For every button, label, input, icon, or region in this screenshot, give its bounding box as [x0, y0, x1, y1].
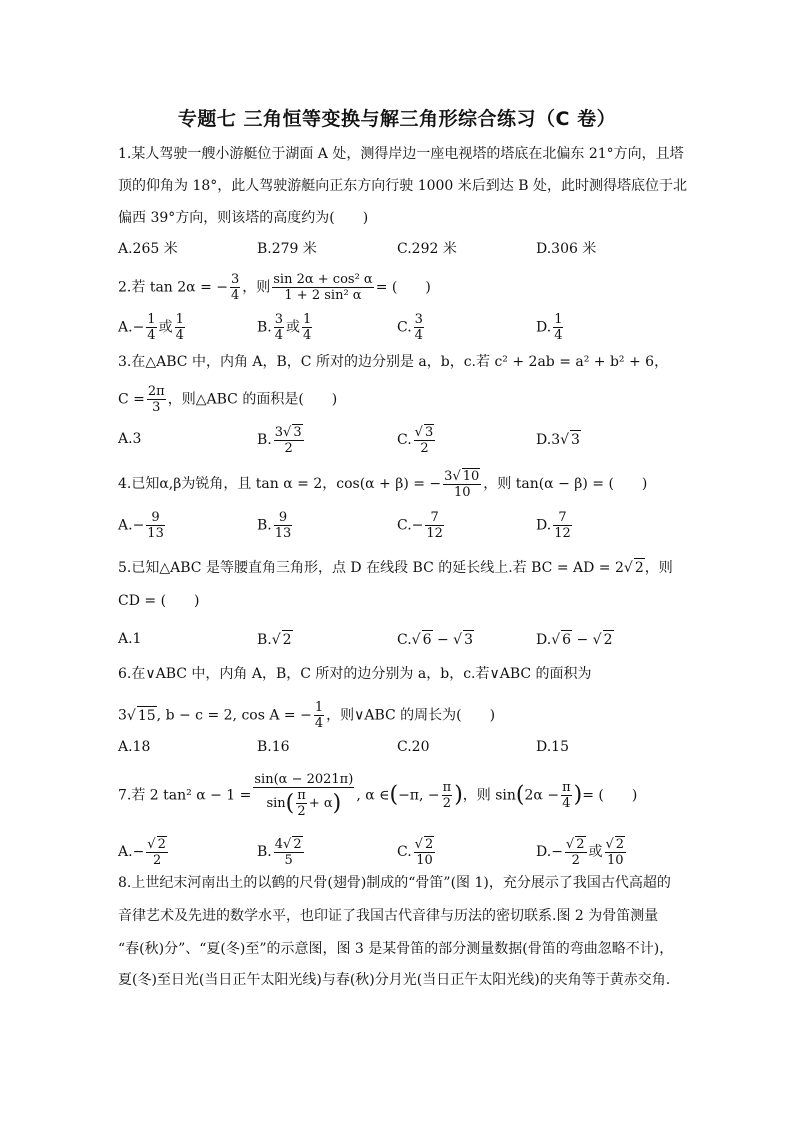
- q5-option-c: C.√ 6 − √ 3: [397, 630, 474, 649]
- q3-option-a: A.3: [118, 431, 142, 447]
- q6-line-2: 3√ 15, b − c = 2, cos A = − $\frac{1}{4}$ ，则∨ABC 的周长为( ): [118, 700, 495, 731]
- q7-option-c: C. √ $\frac{2}{10}$: [397, 836, 437, 868]
- q4-stem: 4.已知α,β为锐角，且 tan α = 2，cos(α + β) = − $\frac{3√ 10}{10}$ ，则 tan(α − β) = ( ): [118, 468, 647, 500]
- q6-option-c: C.20: [397, 739, 430, 755]
- q1-line-1: 1.某人驾驶一艘小游艇位于湖面 A 处，测得岸边一座电视塔的塔底在北偏东 21°方向，且塔: [118, 146, 684, 162]
- q2-expression: $\frac{\text{sin 2α + cos² α}}{\text{1 + 2 sin² α}}$: [273, 272, 373, 303]
- q5-option-a: A.1: [118, 631, 142, 647]
- q6-option-b: B.16: [257, 739, 290, 755]
- q2-stem: 2.若 tan 2α = − $\frac{3}{4}$ ，则 $\frac{\text{sin 2α + cos² α}}{\text{1 + 2 sin² α}}$ = ( ): [118, 272, 431, 303]
- q2-option-c: C. $\frac{3}{4}$: [397, 312, 423, 343]
- q3-line-2: C = $\frac{2\pi}{3}$ ，则△ABC 的面积是( ): [118, 384, 338, 415]
- q8-line-3: “春(秋)分”、“夏(冬)至”的示意图，图 3 是某骨笛的部分测量数据(骨笛的弯曲忽略不计)，: [118, 941, 674, 957]
- q3-option-d: D.3√ 3: [536, 430, 581, 449]
- q6-line-1: 6.在∨ABC 中，内角 A，B，C 所对的边分别为 a，b，c.若∨ABC 的面积为: [118, 666, 592, 682]
- q8-line-2: 音律艺术及先进的数学水平，也印证了我国古代音律与历法的密切联系.图 2 为骨笛测量: [118, 908, 659, 924]
- q4-option-a: A.− $\frac{9}{13}$: [118, 510, 164, 541]
- q6-option-a: A.18: [118, 739, 151, 755]
- q2-option-d: D. $\frac{1}{4}$: [536, 312, 563, 343]
- q2-option-a: A.− $\frac{1}{4}$ 或 $\frac{1}{4}$: [118, 312, 184, 343]
- q7-option-b: B. $\frac{4√ 2}{5}$: [257, 836, 306, 868]
- q2-option-b: B. $\frac{3}{4}$ 或 $\frac{1}{4}$: [257, 312, 312, 343]
- q3-option-c: C. √ $\frac{3}{2}$: [397, 424, 437, 456]
- q5-option-d: D.√ 6 − √ 2: [536, 630, 614, 649]
- q8-line-4: 夏(冬)至日光(当日正午太阳光线)与春(秋)分月光(当日正午太阳光线)的夹角等于黄赤交角.: [118, 972, 671, 988]
- q6-option-d: D.15: [536, 739, 569, 755]
- q1-option-c: C.292 米: [397, 241, 457, 257]
- q3-option-b: B. $\frac{3√ 3}{2}$: [257, 424, 306, 456]
- q7-option-a: A.− √ $\frac{2}{2}$: [118, 836, 170, 868]
- q5-line-2: CD = ( ): [118, 593, 200, 609]
- q1-option-d: D.306 米: [536, 241, 597, 257]
- q1-line-3: 偏西 39°方向，则该塔的高度约为( ): [118, 210, 369, 226]
- q2-fraction: $\frac{3}{4}$: [230, 272, 240, 303]
- q7-stem: 7.若 2 tan² α − 1 = sin(α − 2021π) sin( $\frac{\pi}{2}$ + α) , α ∈(−π, − $\frac{\pi}{2}$ )，则 sin(2α − $\frac{\pi}{4}$ )= ( ): [118, 772, 638, 819]
- q3-line-1: 3.在△ABC 中，内角 A，B，C 所对的边分别是 a，b，c.若 c² + 2ab = a² + b² + 6，: [118, 354, 669, 370]
- q1-option-a: A.265 米: [118, 241, 178, 257]
- q1-line-2: 顶的仰角为 18°，此人驾驶游艇向正东方向行驶 1000 米后到达 B 处，此时测得塔底位于北: [118, 178, 687, 194]
- q7-option-d: D.− √ $\frac{2}{2}$ 或 √ $\frac{2}{10}$: [536, 836, 628, 868]
- q8-line-1: 8.上世纪末河南出土的以鹤的尺骨(翅骨)制成的“骨笛”(图 1)，充分展示了我国古代高超的: [118, 875, 671, 891]
- q5-option-b: B.√ 2: [257, 630, 293, 649]
- q4-option-b: B. $\frac{9}{13}$: [257, 510, 292, 541]
- page-title: 专题七 三角恒等变换与解三角形综合练习（C 卷）: [177, 108, 617, 130]
- q4-option-d: D. $\frac{7}{12}$: [536, 510, 571, 541]
- q4-option-c: C.− $\frac{7}{12}$: [397, 510, 443, 541]
- q5-line-1: 5.已知△ABC 是等腰直角三角形，点 D 在线段 BC 的延长线上.若 BC = AD = 2√ 2，则: [118, 558, 673, 577]
- q1-option-b: B.279 米: [257, 241, 317, 257]
